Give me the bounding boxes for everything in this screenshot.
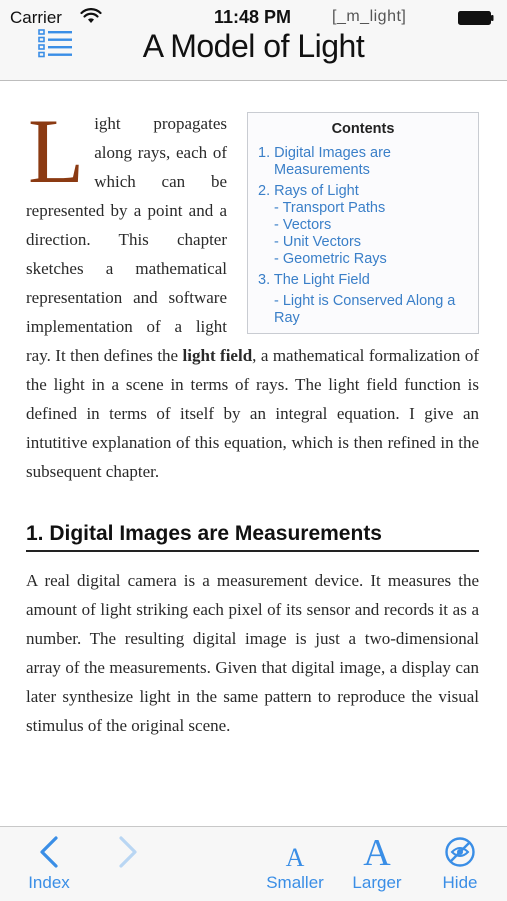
toc-link-digital-images[interactable] (258, 145, 468, 179)
section-paragraph: A real digital camera is a measurement device. It measures the amount of light striking each pixel of its sensor and records it as a number. The resulting digital image is just a two-dimensional array of the measurements. Given that digital image, a display can later synthesize light in the same pattern to reproduce the visual stimulus of the original scene. (26, 571, 479, 735)
intro-text-continued: , a mathematical formalization of the light in a scene in terms of rays. The light field function is defined in terms of itself by an integral equation. I give an intutitive explanation of this equation, which is then refined in the subsequent chapter. (26, 346, 479, 481)
table-of-contents (247, 112, 479, 334)
larger-label: Larger (352, 873, 402, 892)
status-tag: [_m_light] (332, 8, 407, 25)
small-a-icon: A (285, 843, 305, 872)
toc-link-unit-vectors[interactable]: - Unit Vectors (274, 234, 362, 250)
intro-text: ight propagates along rays, each of which can be represented by a point and a direction. This chapter sketches a mathematical representation and software implementation of a light ray. It then defines the (26, 114, 227, 365)
drop-cap: L (28, 100, 85, 202)
larger-text-button[interactable] (346, 827, 408, 901)
chapter-content[interactable] (0, 81, 507, 826)
smaller-text-button[interactable] (262, 827, 328, 901)
large-a-icon: A (363, 832, 391, 874)
bottom-toolbar (0, 826, 507, 901)
toc-link-geometric-rays[interactable]: - Geometric Rays (274, 251, 387, 267)
toc-link-transport-paths[interactable]: - Transport Paths (274, 200, 386, 216)
carrier-label: Carrier (10, 8, 62, 27)
toc-link-label: - Light is Conserved Along a (274, 293, 456, 309)
hide-eye-icon (444, 836, 476, 868)
chevron-right-icon (117, 835, 139, 869)
toc-title: Contents (331, 121, 395, 137)
chapter-body (26, 100, 479, 740)
forward-button[interactable] (110, 827, 146, 901)
smaller-label: Smaller (266, 873, 324, 892)
toc-link-light-conserved[interactable] (258, 293, 468, 327)
toc-link-label: Measurements (274, 162, 370, 178)
wifi-icon (80, 8, 102, 24)
index-button[interactable] (18, 827, 80, 901)
toc-link-rays-of-light[interactable]: 2. Rays of Light (258, 183, 359, 199)
toc-link-label: 1. Digital Images are (258, 145, 391, 161)
chevron-left-icon (38, 835, 60, 869)
bold-term: light field (182, 346, 253, 365)
hide-button[interactable] (432, 827, 488, 901)
status-time: 11:48 PM (214, 7, 292, 27)
status-bar (0, 0, 507, 34)
toc-link-light-field[interactable]: 3. The Light Field (258, 272, 370, 288)
toc-link-label: Ray (274, 310, 300, 326)
battery-icon (458, 11, 494, 25)
page-title: A Model of Light (142, 28, 365, 64)
hide-label: Hide (442, 873, 478, 892)
toc-link-vectors[interactable]: - Vectors (274, 217, 332, 233)
section-heading: 1. Digital Images are Measurements (26, 522, 479, 552)
index-label: Index (28, 873, 70, 892)
